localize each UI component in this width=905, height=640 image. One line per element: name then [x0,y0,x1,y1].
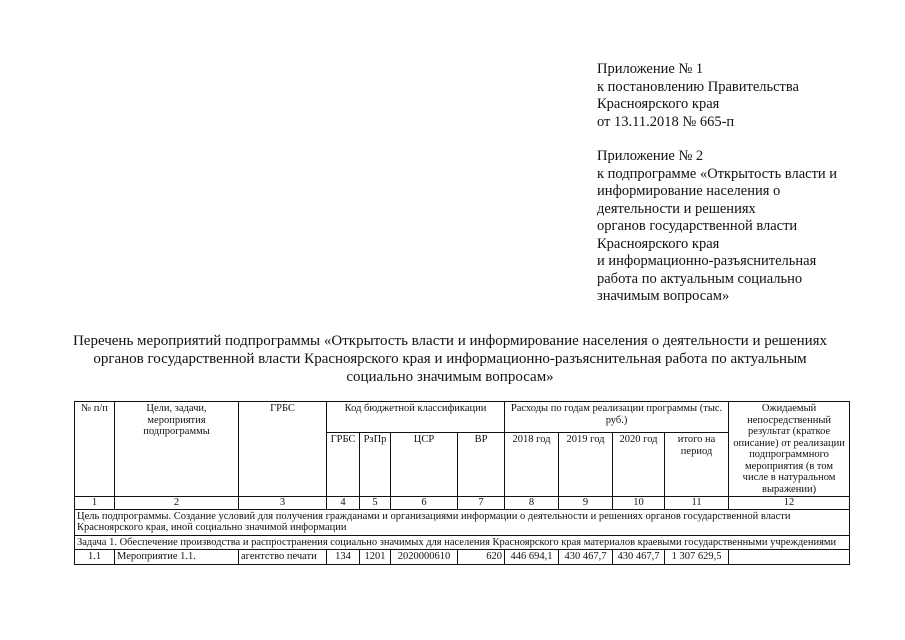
row-csr: 2020000610 [391,550,458,565]
row-2019: 430 467,7 [559,550,613,565]
row-expected [729,550,850,565]
appendix-1-line: Приложение № 1 [597,61,704,77]
document-title [40,332,860,386]
table-row [75,550,850,565]
column-number: 5 [360,497,391,510]
header-year-2018: 2018 год [505,433,559,497]
document-title-line: социально значимым вопросам» [346,369,554,385]
appendix-1-line: Красноярского края [597,96,720,112]
column-number: 9 [559,497,613,510]
header-code-csr: ЦСР [391,433,458,497]
header-grbs: ГРБС [239,402,327,497]
row-2018: 446 694,1 [505,550,559,565]
header-code-rzpr: РзПр [360,433,391,497]
activities-table [74,401,850,565]
appendix-2-block [597,148,837,306]
task-row [75,535,850,550]
column-number: 11 [665,497,729,510]
column-number: 7 [458,497,505,510]
appendix-2-line: и информационно-разъяснительная [597,253,817,269]
row-vr: 620 [458,550,505,565]
column-number: 8 [505,497,559,510]
header-code-vr: ВР [458,433,505,497]
row-2020: 430 467,7 [613,550,665,565]
row-num: 1.1 [75,550,115,565]
row-rzpr: 1201 [360,550,391,565]
column-numbers-row [75,497,850,510]
header-num: № п/п [75,402,115,497]
column-number: 1 [75,497,115,510]
header-year-2020: 2020 год [613,433,665,497]
header-expected-result: Ожидаемый непосредственный результат (краткое описание) от реализации подпрограммного мероприятия (в том числе в натуральном выражении) [729,402,850,497]
appendix-2-line: органов государственной власти [597,218,798,234]
appendix-1-line: к постановлению Правительства [597,78,799,95]
header-year-2019: 2019 год [559,433,613,497]
goal-text: Цель подпрограммы. Создание условий для получения гражданами и организациями информации о деятельности и решениях органов государственной власти Красноярского края, иной социально значимой информации [75,509,850,535]
appendix-2-line: значимым вопросам» [597,288,730,304]
column-number: 12 [729,497,850,510]
header-row [75,402,850,433]
appendix-2-line: Красноярского края [597,235,720,252]
column-number: 3 [239,497,327,510]
appendix-2-line: работа по актуальным социально [597,270,803,287]
appendix-2-line: информирование населения о [597,183,781,199]
appendix-2-line: к подпрограмме «Открытость власти и [597,165,838,182]
header-budget-code: Код бюджетной классификации [327,402,505,433]
row-code-grbs: 134 [327,550,360,565]
column-number: 4 [327,497,360,510]
column-number: 10 [613,497,665,510]
row-name: Мероприятие 1.1. [115,550,239,565]
document-title-line: Перечень мероприятий подпрограммы «Открытость власти и информирование населения о деятельности и решениях [72,333,828,349]
column-number: 6 [391,497,458,510]
goal-row [75,509,850,535]
header-total: итого на период [665,433,729,497]
row-grbs: агентство печати [239,550,327,565]
header-code-grbs: ГРБС [327,433,360,497]
task-text: Задача 1. Обеспечение производства и распространения социально значимых для населения Красноярского края материалов краевыми государственными учреждениями [75,535,850,550]
row-total: 1 307 629,5 [665,550,729,565]
appendix-2-line: Приложение № 2 [597,148,704,164]
header-goals: Цели, задачи, мероприятия подпрограммы [115,402,239,497]
appendix-1-line: от 13.11.2018 № 665-п [597,113,735,130]
column-number: 2 [115,497,239,510]
document-title-line: органов государственной власти Красноярского края и информационно-разъяснительная работа по актуальным [93,351,807,367]
appendix-1-block [597,61,799,131]
appendix-2-line: деятельности и решениях [597,200,756,217]
header-expenses: Расходы по годам реализации программы (тыс. руб.) [505,402,729,433]
